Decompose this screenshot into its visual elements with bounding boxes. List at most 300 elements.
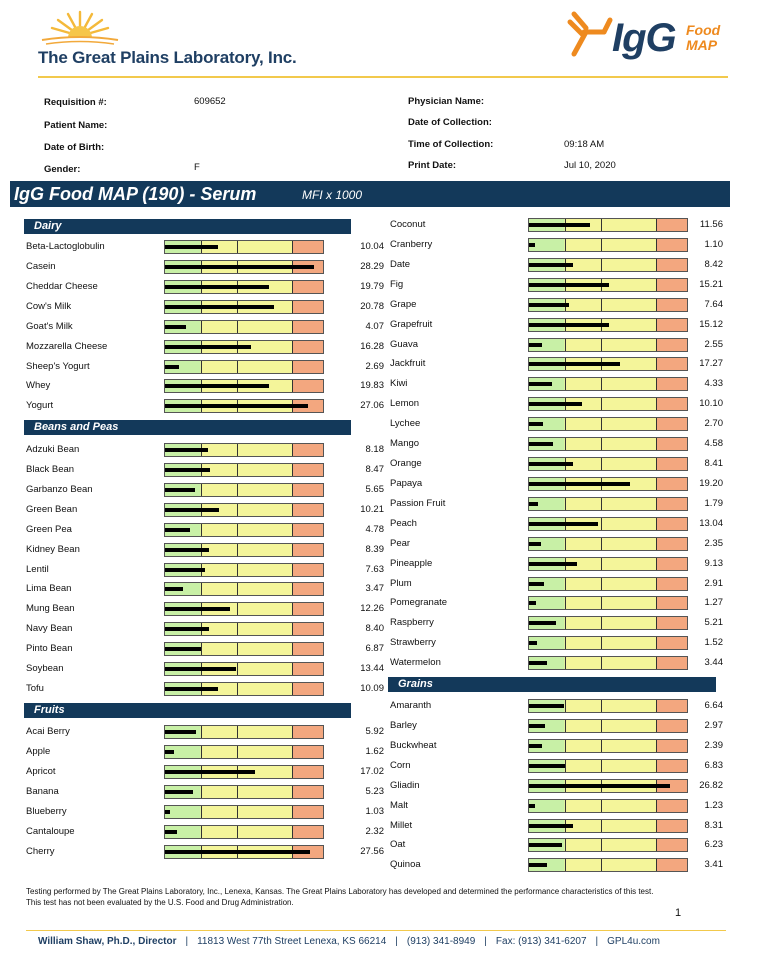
reactivity-bar — [164, 399, 324, 413]
food-value: 16.28 — [360, 340, 384, 352]
patient-name-label: Patient Name: — [44, 120, 108, 131]
food-value: 4.58 — [704, 438, 723, 450]
food-name: Garbanzo Bean — [26, 483, 93, 495]
reactivity-level — [165, 508, 219, 512]
reactivity-bar — [164, 503, 324, 517]
report-title-bar — [10, 181, 730, 207]
bar-tick — [292, 321, 293, 333]
food-name: Gliadin — [390, 779, 420, 791]
food-row — [390, 336, 725, 356]
bar-tick — [292, 504, 293, 516]
food-value: 10.10 — [699, 398, 723, 410]
director-name: William Shaw, Ph.D., Director — [38, 936, 177, 947]
reactivity-level — [165, 325, 186, 329]
food-row — [26, 723, 386, 743]
bar-tick — [565, 859, 566, 871]
bar-tick — [292, 564, 293, 576]
food-row — [26, 377, 386, 397]
bar-tick — [601, 839, 602, 851]
reactivity-level — [165, 548, 209, 552]
food-row — [390, 836, 725, 856]
food-value: 28.29 — [360, 260, 384, 272]
food-name: Black Bean — [26, 463, 75, 475]
bar-tick — [292, 281, 293, 293]
bar-tick — [656, 259, 657, 271]
food-value: 8.31 — [704, 819, 723, 831]
reactivity-level — [529, 343, 542, 347]
food-row — [390, 797, 725, 817]
reactivity-level — [165, 667, 236, 671]
reactivity-bar — [528, 799, 688, 813]
reactivity-level — [165, 404, 308, 408]
bar-tick — [201, 726, 202, 738]
reactivity-bar — [528, 616, 688, 630]
food-row — [26, 258, 386, 278]
bar-tick — [292, 786, 293, 798]
bar-tick — [565, 637, 566, 649]
reactivity-level — [529, 582, 544, 586]
bar-tick — [237, 504, 238, 516]
bar-tick — [601, 518, 602, 530]
brand-map: MAP — [686, 37, 718, 53]
bar-tick — [292, 524, 293, 536]
food-value: 6.87 — [365, 643, 384, 655]
requisition-label: Requisition #: — [44, 97, 107, 108]
reactivity-level — [529, 263, 573, 267]
food-row — [390, 375, 725, 395]
section-title: Beans and Peas — [34, 421, 119, 433]
food-name: Grapefruit — [390, 318, 433, 330]
food-value: 6.64 — [704, 700, 723, 711]
food-value: 8.47 — [365, 463, 384, 475]
food-name: Coconut — [390, 219, 426, 230]
reactivity-bar — [528, 417, 688, 431]
food-value: 26.82 — [699, 779, 723, 791]
antibody-icon — [566, 10, 616, 66]
bar-tick — [656, 597, 657, 609]
bar-tick — [601, 700, 602, 712]
bar-tick — [565, 617, 566, 629]
bar-tick — [565, 800, 566, 812]
reactivity-bar — [528, 318, 688, 332]
food-name: Soybean — [26, 663, 64, 675]
reactivity-bar — [528, 238, 688, 252]
food-row — [390, 276, 725, 296]
food-name: Oat — [390, 839, 406, 851]
bar-tick — [201, 484, 202, 496]
food-name: Peach — [390, 517, 417, 529]
bar-tick — [656, 478, 657, 490]
reactivity-level — [529, 542, 541, 546]
food-name: Passion Fruit — [390, 497, 446, 509]
food-name: Raspberry — [390, 617, 434, 629]
food-value: 8.41 — [704, 458, 723, 470]
reactivity-bar — [164, 280, 324, 294]
food-name: Jackfruit — [390, 358, 426, 370]
physician-label: Physician Name: — [408, 96, 485, 107]
food-name: Malt — [390, 799, 408, 811]
food-name: Banana — [26, 785, 59, 797]
bar-tick — [601, 657, 602, 669]
bar-tick — [565, 700, 566, 712]
section-header — [24, 420, 351, 435]
food-row — [26, 561, 386, 581]
food-row — [26, 298, 386, 318]
reactivity-level — [529, 482, 630, 486]
food-value: 9.13 — [704, 557, 723, 569]
food-value: 13.04 — [699, 517, 723, 529]
bar-tick — [601, 597, 602, 609]
footer-contact: William Shaw, Ph.D., Director | 11813 West 77th Street Lenexa, KS 66214 | (913) 341-8949 | Fax: (913) 341-6207 | GPL4u.com — [38, 936, 660, 947]
bar-tick — [292, 484, 293, 496]
section-title: Fruits — [34, 704, 65, 716]
food-value: 1.52 — [704, 637, 723, 649]
bar-tick — [601, 820, 602, 832]
reactivity-bar — [164, 483, 324, 497]
page-number: 1 — [675, 907, 682, 919]
reactivity-level — [529, 442, 553, 446]
reactivity-level — [529, 283, 609, 287]
food-value: 2.39 — [704, 739, 723, 751]
dob-label: Date of Birth: — [44, 142, 105, 153]
bar-tick — [237, 564, 238, 576]
reactivity-level — [529, 661, 547, 665]
food-name: Lima Bean — [26, 583, 72, 595]
bar-tick — [656, 558, 657, 570]
reactivity-bar — [528, 819, 688, 833]
reactivity-bar — [164, 300, 324, 314]
reactivity-level — [529, 462, 573, 466]
food-name: Fig — [390, 278, 404, 290]
food-row — [26, 358, 386, 378]
food-value: 11.56 — [699, 219, 723, 230]
bar-tick — [292, 241, 293, 253]
reactivity-level — [529, 784, 670, 788]
bar-tick — [292, 726, 293, 738]
food-value: 1.10 — [704, 238, 723, 250]
food-name: Grape — [390, 298, 417, 310]
gender-label: Gender: — [44, 164, 81, 175]
reactivity-level — [165, 528, 190, 532]
footer-divider — [26, 930, 726, 931]
bar-tick — [237, 683, 238, 695]
disclaimer-text: Testing performed by The Great Plains Laboratory, Inc., Lenexa, Kansas. The Great Plains Laboratory has developed and determined the performance characteristics of this test. This test has not been evaluated by the U.S. Food and Drug Administration. — [26, 887, 654, 907]
reactivity-level — [529, 641, 537, 645]
bar-tick — [292, 603, 293, 615]
reactivity-level — [529, 843, 562, 847]
reactivity-bar — [528, 338, 688, 352]
bar-tick — [237, 544, 238, 556]
food-row — [26, 620, 386, 640]
bar-tick — [237, 663, 238, 675]
reactivity-level — [165, 245, 218, 249]
food-name: Watermelon — [390, 657, 441, 669]
bar-tick — [237, 583, 238, 595]
reactivity-bar — [528, 699, 688, 713]
report-title: IgG Food MAP (190) - Serum — [14, 184, 257, 204]
food-row — [390, 535, 725, 555]
food-name: Lychee — [390, 418, 421, 430]
food-value: 8.42 — [704, 258, 723, 270]
bar-tick — [565, 239, 566, 251]
bar-tick — [292, 361, 293, 373]
food-name: Quinoa — [390, 859, 421, 871]
lab-logo — [38, 8, 308, 70]
food-row — [390, 435, 725, 455]
bar-tick — [292, 444, 293, 456]
reactivity-level — [165, 687, 218, 691]
food-value: 15.12 — [699, 318, 723, 330]
reactivity-bar — [528, 477, 688, 491]
section-header — [388, 677, 716, 692]
food-row — [26, 580, 386, 600]
food-row — [26, 783, 386, 803]
bar-tick — [656, 458, 657, 470]
food-value: 5.21 — [704, 617, 723, 629]
reactivity-bar — [164, 785, 324, 799]
reactivity-bar — [528, 298, 688, 312]
reactivity-bar — [528, 437, 688, 451]
bar-tick — [656, 438, 657, 450]
bar-tick — [565, 438, 566, 450]
reactivity-level — [529, 764, 565, 768]
food-value: 7.64 — [704, 298, 723, 310]
food-row — [26, 640, 386, 660]
food-value: 17.02 — [360, 765, 384, 777]
food-name: Beta-Lactoglobulin — [26, 241, 105, 252]
food-value: 2.55 — [704, 338, 723, 350]
bar-tick — [201, 786, 202, 798]
collection-time-label: Time of Collection: — [408, 139, 494, 150]
food-value: 27.56 — [360, 845, 384, 857]
reactivity-level — [165, 568, 205, 572]
reactivity-level — [529, 704, 564, 708]
food-name: Pear — [390, 537, 411, 549]
food-name: Green Pea — [26, 523, 72, 535]
bar-tick — [292, 826, 293, 838]
food-name: Yogurt — [26, 400, 54, 412]
lab-name: The Great Plains Laboratory, Inc. — [38, 48, 297, 67]
food-name: Mango — [390, 438, 420, 450]
food-value: 3.44 — [704, 657, 723, 669]
food-row — [390, 236, 725, 256]
bar-tick — [292, 746, 293, 758]
bar-tick — [601, 219, 602, 231]
food-row — [390, 415, 725, 435]
reactivity-level — [165, 647, 201, 651]
bar-tick — [656, 740, 657, 752]
bar-tick — [237, 361, 238, 373]
reactivity-level — [165, 448, 208, 452]
bar-tick — [601, 538, 602, 550]
bar-tick — [237, 806, 238, 818]
bar-tick — [237, 603, 238, 615]
bar-tick — [292, 806, 293, 818]
reactivity-level — [165, 587, 183, 591]
reactivity-bar — [164, 379, 324, 393]
bar-tick — [565, 339, 566, 351]
reactivity-level — [529, 362, 620, 366]
reactivity-bar — [528, 719, 688, 733]
food-value: 3.41 — [704, 859, 723, 871]
bar-tick — [656, 319, 657, 331]
bar-tick — [601, 859, 602, 871]
bar-tick — [601, 398, 602, 410]
bar-tick — [237, 524, 238, 536]
food-value: 7.63 — [365, 563, 384, 575]
food-value: 12.26 — [360, 603, 384, 615]
bar-tick — [292, 301, 293, 313]
bar-tick — [565, 597, 566, 609]
food-row — [390, 737, 725, 757]
food-value: 2.35 — [704, 537, 723, 549]
food-value: 10.21 — [360, 503, 384, 515]
bar-tick — [656, 378, 657, 390]
section-header — [24, 219, 351, 234]
bar-tick — [656, 339, 657, 351]
bar-tick — [601, 800, 602, 812]
food-name: Kidney Bean — [26, 543, 80, 555]
reactivity-bar — [528, 759, 688, 773]
food-value: 2.91 — [704, 577, 723, 589]
igg-food-map-logo — [566, 10, 731, 72]
food-name: Millet — [390, 819, 413, 831]
reactivity-level — [529, 562, 577, 566]
food-row — [390, 395, 725, 415]
reactivity-bar — [528, 377, 688, 391]
food-row — [26, 238, 386, 258]
reactivity-bar — [164, 622, 324, 636]
food-name: Lemon — [390, 398, 420, 410]
bar-tick — [565, 839, 566, 851]
reactivity-level — [165, 305, 274, 309]
food-name: Tofu — [26, 683, 44, 695]
food-value: 1.27 — [704, 597, 723, 609]
reactivity-bar — [528, 858, 688, 872]
bar-tick — [601, 578, 602, 590]
food-value: 15.21 — [699, 278, 723, 290]
food-row — [26, 481, 386, 501]
bar-tick — [656, 538, 657, 550]
reactivity-level — [165, 285, 269, 289]
reactivity-bar — [164, 320, 324, 334]
food-value: 8.18 — [365, 444, 384, 455]
food-row — [26, 680, 386, 700]
reactivity-level — [165, 365, 179, 369]
food-name: Pinto Bean — [26, 643, 73, 655]
food-value: 10.09 — [360, 683, 384, 695]
reactivity-bar — [528, 497, 688, 511]
reactivity-bar — [528, 636, 688, 650]
food-name: Corn — [390, 759, 411, 771]
bar-tick — [292, 766, 293, 778]
bar-tick — [601, 299, 602, 311]
food-name: Kiwi — [390, 378, 408, 390]
food-name: Papaya — [390, 477, 423, 489]
reactivity-bar — [528, 739, 688, 753]
food-row — [390, 515, 725, 535]
reactivity-level — [529, 502, 538, 506]
reactivity-bar — [164, 845, 324, 859]
food-value: 2.70 — [704, 418, 723, 430]
bar-tick — [565, 657, 566, 669]
food-row — [390, 256, 725, 276]
bar-tick — [292, 623, 293, 635]
food-name: Acai Berry — [26, 726, 70, 737]
food-value: 1.03 — [365, 805, 384, 817]
food-row — [26, 461, 386, 481]
food-row — [26, 660, 386, 680]
lab-website[interactable]: GPL4u.com — [607, 936, 660, 947]
food-name: Casein — [26, 260, 56, 272]
reactivity-bar — [528, 838, 688, 852]
bar-tick — [601, 458, 602, 470]
bar-tick — [656, 657, 657, 669]
reactivity-level — [529, 323, 609, 327]
reactivity-level — [165, 790, 193, 794]
bar-tick — [601, 498, 602, 510]
food-value: 19.83 — [360, 380, 384, 392]
bar-tick — [565, 578, 566, 590]
bar-tick — [656, 700, 657, 712]
reactivity-bar — [164, 682, 324, 696]
reactivity-level — [529, 422, 543, 426]
bar-tick — [656, 800, 657, 812]
bar-tick — [656, 418, 657, 430]
food-name: Strawberry — [390, 637, 436, 649]
bar-tick — [601, 259, 602, 271]
bar-tick — [565, 378, 566, 390]
food-row — [390, 697, 725, 717]
bar-tick — [656, 720, 657, 732]
reactivity-level — [529, 402, 582, 406]
food-value: 5.23 — [365, 785, 384, 797]
bar-tick — [601, 617, 602, 629]
bar-tick — [292, 544, 293, 556]
food-row — [26, 397, 386, 417]
bar-tick — [237, 484, 238, 496]
reactivity-level — [165, 730, 196, 734]
bar-tick — [565, 740, 566, 752]
reactivity-bar — [528, 357, 688, 371]
bar-tick — [237, 241, 238, 253]
bar-tick — [601, 558, 602, 570]
bar-tick — [601, 418, 602, 430]
food-row — [26, 521, 386, 541]
reactivity-bar — [164, 443, 324, 457]
reactivity-level — [165, 810, 170, 814]
reactivity-bar — [164, 463, 324, 477]
bar-tick — [656, 219, 657, 231]
section-title: Dairy — [34, 220, 62, 232]
food-row — [390, 296, 725, 316]
food-value: 2.32 — [365, 825, 384, 837]
bar-tick — [292, 583, 293, 595]
reactivity-level — [165, 750, 174, 754]
food-value: 19.79 — [360, 280, 384, 292]
gender-value: F — [194, 162, 200, 173]
food-name: Goat's Milk — [26, 320, 73, 332]
bar-tick — [292, 643, 293, 655]
food-row — [26, 843, 386, 863]
food-row — [26, 338, 386, 358]
food-row — [26, 803, 386, 823]
food-name: Cherry — [26, 845, 55, 857]
brand-igg: IgG — [612, 16, 676, 60]
bar-tick — [237, 623, 238, 635]
requisition-value: 609652 — [194, 96, 226, 107]
reactivity-bar — [528, 596, 688, 610]
